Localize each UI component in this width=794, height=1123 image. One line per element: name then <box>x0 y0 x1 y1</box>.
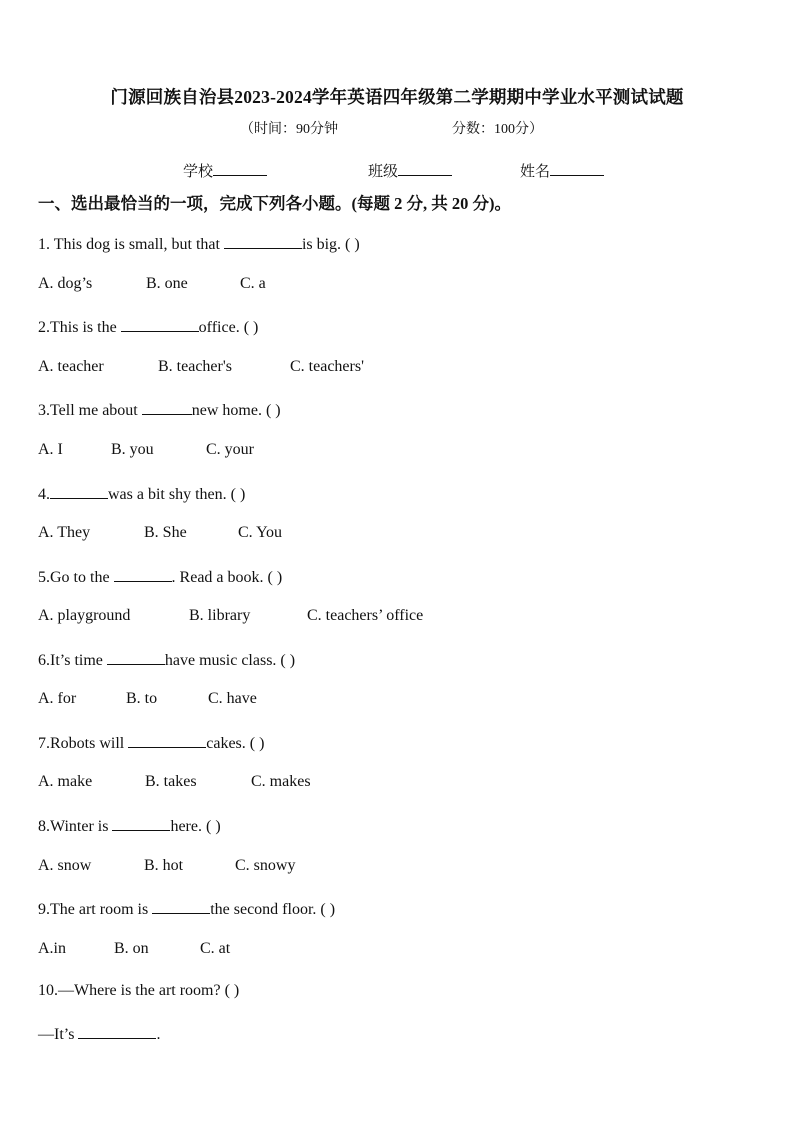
option-c[interactable]: C. at <box>200 940 231 957</box>
exam-time: （时间：90分钟 <box>240 122 338 137</box>
question-text: 9.The art room is <box>38 901 153 918</box>
option-b[interactable]: B. teacher's <box>158 358 232 375</box>
question-text: here. ( ) <box>170 818 221 835</box>
option-b[interactable]: B. to <box>126 690 158 707</box>
option-a[interactable]: A. I <box>38 441 63 458</box>
options-2 <box>38 358 364 376</box>
answer-blank[interactable] <box>224 233 302 249</box>
answer-text: . <box>156 1026 161 1043</box>
options-1 <box>38 275 266 293</box>
name-field <box>520 160 604 181</box>
name-blank[interactable] <box>550 161 604 176</box>
option-c[interactable]: C. have <box>208 690 257 707</box>
option-b[interactable]: B. one <box>146 275 188 292</box>
options-3 <box>38 441 254 459</box>
option-c[interactable]: C. teachers’ office <box>307 607 424 624</box>
options-9 <box>38 940 230 958</box>
answer-blank[interactable] <box>50 483 108 499</box>
school-field <box>183 160 267 181</box>
class-blank[interactable] <box>398 161 452 176</box>
question-text: 8.Winter is <box>38 818 113 835</box>
question-text: 4. <box>38 486 50 503</box>
question-8 <box>38 815 221 836</box>
question-7 <box>38 732 264 753</box>
option-c[interactable]: C. snowy <box>235 857 296 874</box>
answer-blank[interactable] <box>121 316 199 332</box>
class-label: 班级 <box>368 164 399 180</box>
question-text: cakes. ( ) <box>206 735 265 752</box>
option-b[interactable]: B. you <box>111 441 154 458</box>
option-c[interactable]: C. teachers' <box>290 358 364 375</box>
question-text: 2.This is the <box>38 319 121 336</box>
question-9 <box>38 898 335 919</box>
answer-blank[interactable] <box>128 732 206 748</box>
question-text: 5.Go to the <box>38 569 114 586</box>
options-5 <box>38 607 423 625</box>
question-1 <box>38 233 360 254</box>
question-text: 6.It’s time <box>38 652 107 669</box>
school-blank[interactable] <box>213 161 267 176</box>
question-4 <box>38 483 245 504</box>
answer-blank[interactable] <box>112 815 170 831</box>
option-a[interactable]: A. They <box>38 524 91 541</box>
answer-blank[interactable] <box>114 566 172 582</box>
option-a[interactable]: A. dog’s <box>38 275 93 292</box>
option-a[interactable]: A. for <box>38 690 77 707</box>
question-10-answer <box>38 1023 160 1044</box>
option-b[interactable]: B. library <box>189 607 251 624</box>
option-a[interactable]: A.in <box>38 940 66 957</box>
question-text: 10.—Where is the art room? ( ) <box>38 982 240 999</box>
question-text: 7.Robots will <box>38 735 129 752</box>
class-field <box>368 160 452 181</box>
question-3 <box>38 399 281 420</box>
option-b[interactable]: B. She <box>144 524 187 541</box>
option-c[interactable]: C. a <box>240 275 266 292</box>
question-10 <box>38 982 239 1000</box>
option-a[interactable]: A. make <box>38 773 93 790</box>
question-2 <box>38 316 258 337</box>
option-c[interactable]: C. your <box>206 441 254 458</box>
options-6 <box>38 690 257 708</box>
answer-blank[interactable] <box>107 649 165 665</box>
options-4 <box>38 524 282 542</box>
question-text: was a bit shy then. ( ) <box>108 486 246 503</box>
option-a[interactable]: A. snow <box>38 857 92 874</box>
question-text: new home. ( ) <box>191 402 281 419</box>
school-label: 学校 <box>183 164 214 180</box>
option-b[interactable]: B. takes <box>145 773 197 790</box>
option-a[interactable]: A. teacher <box>38 358 104 375</box>
option-c[interactable]: C. makes <box>251 773 311 790</box>
question-5 <box>38 566 282 587</box>
options-8 <box>38 857 295 875</box>
question-text: . Read a book. ( ) <box>171 569 283 586</box>
name-label: 姓名 <box>520 164 551 180</box>
question-text: have music class. ( ) <box>164 652 296 669</box>
question-text: is big. ( ) <box>301 236 360 253</box>
option-c[interactable]: C. You <box>238 524 283 541</box>
question-text: 1. This dog is small, but that <box>38 236 224 253</box>
exam-score: 分数：100分） <box>452 122 543 137</box>
option-b[interactable]: B. on <box>114 940 149 957</box>
answer-blank[interactable] <box>78 1023 156 1039</box>
option-b[interactable]: B. hot <box>144 857 184 874</box>
answer-text: —It’s <box>38 1026 79 1043</box>
question-text: 3.Tell me about <box>38 402 142 419</box>
question-6 <box>38 649 295 670</box>
question-text: the second floor. ( ) <box>210 901 336 918</box>
option-a[interactable]: A. playground <box>38 607 131 624</box>
question-text: office. ( ) <box>198 319 259 336</box>
exam-title: 门源回族自治县2023-2024学年英语四年级第二学期期中学业水平测试试题 <box>110 87 684 107</box>
answer-blank[interactable] <box>142 399 192 415</box>
answer-blank[interactable] <box>152 898 210 914</box>
options-7 <box>38 773 311 791</box>
section-1-title: 一、选出最恰当的一项，完成下列各小题。(每题 2 分, 共 20 分)。 <box>38 194 511 213</box>
